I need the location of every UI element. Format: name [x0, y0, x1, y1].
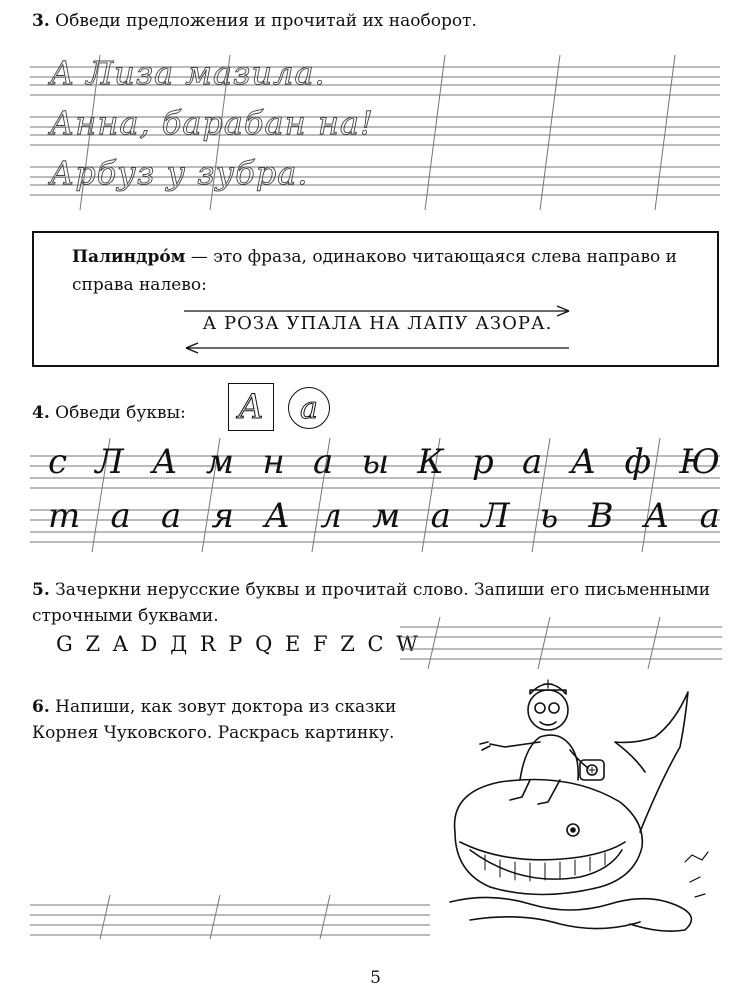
doctor-coat: [520, 735, 578, 780]
letter-row2-11[interactable]: В: [588, 496, 614, 536]
letter-row2-7[interactable]: м: [372, 496, 401, 536]
task3-trace-line-1[interactable]: А Лиза мазила.: [50, 54, 326, 92]
latin-letter-sequence[interactable]: G Z A D Д R P Q E F Z C W: [56, 632, 421, 656]
page-number: 5: [370, 968, 381, 988]
task4-heading: [32, 400, 186, 426]
whale-tail: [615, 692, 688, 832]
letter-row1-8[interactable]: К: [417, 442, 444, 482]
letter-row2-8[interactable]: а: [430, 496, 451, 536]
task3-text: Обведи предложения и прочитай их наоборот.: [55, 11, 477, 31]
demo-lowercase-letter-circle: а: [288, 387, 330, 429]
letter-row2-10[interactable]: ь: [539, 496, 559, 536]
task4-text: Обведи буквы:: [55, 403, 186, 423]
task3-trace-line-3[interactable]: Арбуз у зубра.: [50, 154, 309, 192]
letter-row2-6[interactable]: л: [320, 496, 342, 536]
letter-row1-3[interactable]: А: [151, 442, 178, 482]
task5-text: Зачеркни нерусские буквы и прочитай слово. Запиши его письменными строчными буквами.: [32, 580, 711, 626]
letter-row2-4[interactable]: я: [211, 496, 235, 536]
letter-row1-11[interactable]: А: [570, 442, 597, 482]
definition-term: Палиндро́м: [72, 247, 186, 267]
task5-answer-lines[interactable]: [400, 615, 722, 670]
task6-heading: [32, 694, 424, 746]
palindrome-definition-box: [32, 231, 719, 367]
letter-row1-4[interactable]: м: [205, 442, 235, 482]
letter-row2-2[interactable]: а: [110, 496, 131, 536]
task3-heading: [32, 8, 477, 34]
definition-paragraph: [72, 243, 712, 299]
letter-row1-2[interactable]: Л: [95, 442, 124, 482]
task6-number: 6.: [32, 697, 50, 717]
task6-answer-lines[interactable]: [30, 895, 430, 940]
doctor-legs: [510, 780, 560, 804]
doctor-on-whale-illustration[interactable]: [430, 672, 730, 942]
task4-letter-row-2: [48, 496, 720, 536]
letter-row2-9[interactable]: Л: [481, 496, 510, 536]
letter-row1-10[interactable]: а: [521, 442, 543, 482]
definition-text: — это фраза, одинаково читающаяся слева направо и справа налево:: [72, 247, 677, 295]
letter-row1-12[interactable]: ф: [624, 442, 652, 482]
letter-row2-1[interactable]: т: [48, 496, 81, 536]
task5-number: 5.: [32, 580, 50, 600]
whale-body: [455, 780, 643, 895]
letter-row2-3[interactable]: а: [161, 496, 182, 536]
task3-number: 3.: [32, 11, 50, 31]
letter-row1-6[interactable]: а: [312, 442, 334, 482]
task3-trace-line-2[interactable]: Анна, барабан на!: [50, 104, 374, 142]
letter-row2-13[interactable]: а: [699, 496, 720, 536]
letter-row1-7[interactable]: ы: [361, 442, 390, 482]
doctor-head: [528, 690, 568, 730]
letter-row1-9[interactable]: р: [471, 442, 494, 482]
demo-uppercase-letter-box: А: [228, 383, 274, 431]
task6-text: Напиши, как зовут доктора из сказки Корнея Чуковского. Раскрась картинку.: [32, 697, 397, 743]
letter-row2-5[interactable]: А: [264, 496, 291, 536]
task4-number: 4.: [32, 403, 50, 423]
letter-row1-5[interactable]: н: [262, 442, 285, 482]
letter-row1-13[interactable]: Ю: [679, 442, 720, 482]
letter-row2-12[interactable]: А: [643, 496, 670, 536]
letter-row1-1[interactable]: с: [48, 442, 68, 482]
palindrome-example: А РОЗА УПАЛА НА ЛАПУ АЗОРА.: [202, 313, 553, 334]
task4-letter-row-1: [48, 442, 720, 482]
